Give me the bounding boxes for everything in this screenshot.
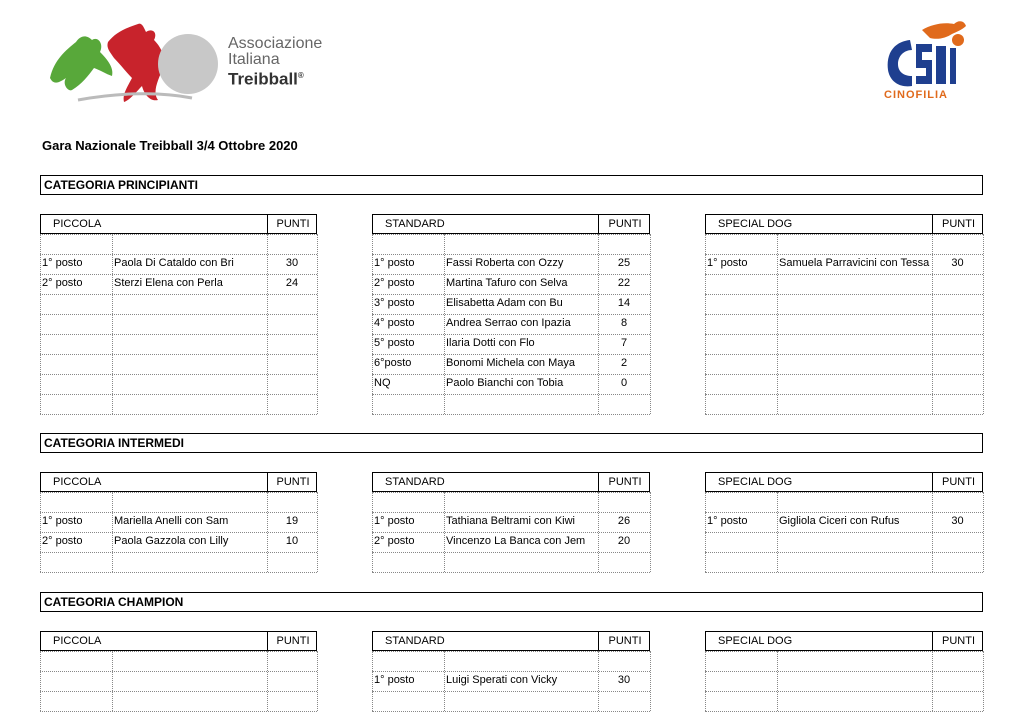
column-header (705, 631, 983, 651)
grid-line (650, 492, 651, 572)
result-name: Paola Di Cataldo con Bri (114, 257, 234, 269)
grid-line (444, 234, 445, 414)
grid-line (40, 532, 317, 533)
grid-line (705, 354, 983, 355)
grid-line (777, 492, 778, 572)
grid-line (372, 651, 373, 711)
grid-line (40, 314, 317, 315)
grid-line (40, 651, 41, 711)
grid-line (705, 552, 983, 553)
result-place: 1° posto (707, 515, 748, 527)
grid-line (372, 651, 650, 652)
grid-line (705, 274, 983, 275)
grid-line (372, 414, 650, 415)
grid-line (372, 314, 650, 315)
grid-line (705, 234, 983, 235)
grid-line (40, 334, 317, 335)
grid-line (40, 294, 317, 295)
result-place: 1° posto (374, 674, 415, 686)
result-points: 30 (285, 257, 299, 269)
grid-line (705, 294, 983, 295)
result-points: 26 (617, 515, 631, 527)
grid-line (372, 671, 650, 672)
grid-line (40, 651, 317, 652)
grid-line (598, 492, 599, 572)
grid-line (372, 711, 650, 712)
result-name: Andrea Serrao con Ipazia (446, 317, 571, 329)
grid-line (112, 651, 113, 711)
result-points: 7 (620, 337, 628, 349)
column-header (372, 631, 650, 651)
assoc-reg: ® (297, 71, 304, 80)
result-name: Luigi Sperati con Vicky (446, 674, 558, 686)
points-header: PUNTI (276, 635, 310, 647)
grid-line (705, 414, 983, 415)
grid-line (372, 334, 650, 335)
result-points: 22 (617, 277, 631, 289)
grid-line (705, 492, 983, 493)
grid-line (40, 671, 317, 672)
grid-line (444, 651, 445, 711)
grid-line (372, 532, 650, 533)
column-header-label: SPECIAL DOG (718, 218, 793, 230)
grid-line (40, 354, 317, 355)
grid-line (705, 691, 983, 692)
grid-line (983, 651, 984, 711)
column-header-label: SPECIAL DOG (718, 635, 793, 647)
grid-line (444, 492, 445, 572)
grid-line (317, 492, 318, 572)
grid-line (705, 334, 983, 335)
grid-line (372, 572, 650, 573)
grid-line (932, 492, 933, 572)
csi-cinofilia-label: CINOFILIA (884, 89, 948, 101)
result-name: Tathiana Beltrami con Kiwi (446, 515, 576, 527)
grid-line (40, 414, 317, 415)
grid-line (267, 651, 268, 711)
grid-line (932, 651, 933, 711)
column-header (372, 472, 650, 492)
result-name: Fassi Roberta con Ozzy (446, 257, 564, 269)
grid-line (372, 234, 373, 414)
grid-line (267, 492, 268, 572)
result-name: Samuela Parravicini con Tessa (779, 257, 930, 269)
result-points: 0 (620, 377, 628, 389)
points-header: PUNTI (942, 476, 975, 488)
grid-line (705, 492, 706, 572)
result-points: 30 (951, 257, 964, 269)
result-place: 2° posto (42, 535, 83, 547)
result-place: 2° posto (42, 277, 83, 289)
result-name: Bonomi Michela con Maya (446, 357, 576, 369)
grid-line (372, 394, 650, 395)
category-header: CATEGORIA PRINCIPIANTI (40, 175, 983, 195)
result-name: Martina Tafuro con Selva (446, 277, 568, 289)
result-points: 25 (617, 257, 631, 269)
grid-line (40, 274, 317, 275)
grid-line (372, 552, 650, 553)
grid-line (372, 354, 650, 355)
grid-line (777, 234, 778, 414)
grid-line (705, 651, 983, 652)
points-header: PUNTI (608, 635, 642, 647)
result-points: 2 (620, 357, 628, 369)
grid-line (40, 234, 41, 414)
points-header: PUNTI (608, 218, 642, 230)
grid-line (650, 651, 651, 711)
grid-line (705, 572, 983, 573)
grid-line (317, 234, 318, 414)
grid-line (705, 651, 706, 711)
grid-line (40, 512, 317, 513)
grid-line (372, 691, 650, 692)
grid-line (112, 234, 113, 414)
result-points: 8 (620, 317, 628, 329)
result-place: 1° posto (374, 515, 415, 527)
points-header: PUNTI (608, 476, 642, 488)
page-title: Gara Nazionale Treibball 3/4 Ottobre 2020 (42, 138, 298, 153)
assoc-line3-text: Treibball (228, 69, 298, 89)
result-place: 2° posto (374, 535, 415, 547)
grid-line (777, 651, 778, 711)
grid-line (705, 314, 983, 315)
points-header: PUNTI (276, 218, 310, 230)
grid-line (40, 394, 317, 395)
result-place: 3° posto (374, 297, 415, 309)
grid-line (40, 254, 317, 255)
result-place: NQ (374, 377, 391, 389)
result-points: 30 (617, 674, 631, 686)
result-name: Sterzi Elena con Perla (114, 277, 223, 289)
result-name: Vincenzo La Banca con Jem (446, 535, 586, 547)
result-name: Paolo Bianchi con Tobia (446, 377, 564, 389)
result-place: 6°posto (374, 357, 412, 369)
column-header (40, 631, 317, 651)
grid-line (40, 552, 317, 553)
column-header (372, 214, 650, 234)
grid-line (705, 374, 983, 375)
category-header: CATEGORIA INTERMEDI (40, 433, 983, 453)
result-place: 4° posto (374, 317, 415, 329)
result-points: 10 (285, 535, 299, 547)
column-header-label: STANDARD (385, 635, 445, 647)
grid-line (705, 671, 983, 672)
grid-line (40, 492, 41, 572)
grid-line (317, 651, 318, 711)
grid-line (650, 234, 651, 414)
column-header-label: STANDARD (385, 476, 445, 488)
grid-line (372, 254, 650, 255)
grid-line (705, 512, 983, 513)
column-header (40, 472, 317, 492)
column-header (40, 214, 317, 234)
result-place: 1° posto (374, 257, 415, 269)
grid-line (983, 234, 984, 414)
grid-line (40, 492, 317, 493)
grid-line (705, 711, 983, 712)
result-points: 24 (285, 277, 299, 289)
result-name: Paola Gazzola con Lilly (114, 535, 229, 547)
result-place: 5° posto (374, 337, 415, 349)
category-header: CATEGORIA CHAMPION (40, 592, 983, 612)
result-name: Elisabetta Adam con Bu (446, 297, 563, 309)
column-header-label: PICCOLA (53, 476, 102, 488)
grid-line (705, 234, 706, 414)
column-header (705, 214, 983, 234)
assoc-line1: Associazione (228, 35, 323, 52)
result-points: 14 (617, 297, 631, 309)
points-header: PUNTI (942, 635, 975, 647)
result-points: 30 (951, 515, 964, 527)
grid-line (983, 492, 984, 572)
grid-line (705, 532, 983, 533)
points-header: PUNTI (942, 218, 975, 230)
grid-line (372, 374, 650, 375)
result-name: Gigliola Ciceri con Rufus (779, 515, 900, 527)
grid-line (40, 374, 317, 375)
grid-line (372, 492, 650, 493)
grid-line (40, 572, 317, 573)
grid-line (705, 394, 983, 395)
result-points: 19 (285, 515, 299, 527)
result-place: 1° posto (42, 515, 83, 527)
grid-line (40, 711, 317, 712)
grid-line (112, 492, 113, 572)
column-header-label: PICCOLA (53, 635, 102, 647)
result-name: Ilaria Dotti con Flo (446, 337, 535, 349)
grid-line (705, 254, 983, 255)
grid-line (40, 234, 317, 235)
grid-line (372, 492, 373, 572)
result-place: 1° posto (707, 257, 748, 269)
assoc-line2: Italiana (228, 51, 280, 68)
column-header-label: PICCOLA (53, 218, 102, 230)
grid-line (372, 234, 650, 235)
grid-line (372, 274, 650, 275)
points-header: PUNTI (276, 476, 310, 488)
result-name: Mariella Anelli con Sam (114, 515, 229, 527)
grid-line (372, 512, 650, 513)
result-points: 20 (617, 535, 631, 547)
result-place: 1° posto (42, 257, 83, 269)
column-header-label: STANDARD (385, 218, 445, 230)
grid-line (372, 294, 650, 295)
column-header-label: SPECIAL DOG (718, 476, 793, 488)
column-header (705, 472, 983, 492)
result-place: 2° posto (374, 277, 415, 289)
grid-line (40, 691, 317, 692)
